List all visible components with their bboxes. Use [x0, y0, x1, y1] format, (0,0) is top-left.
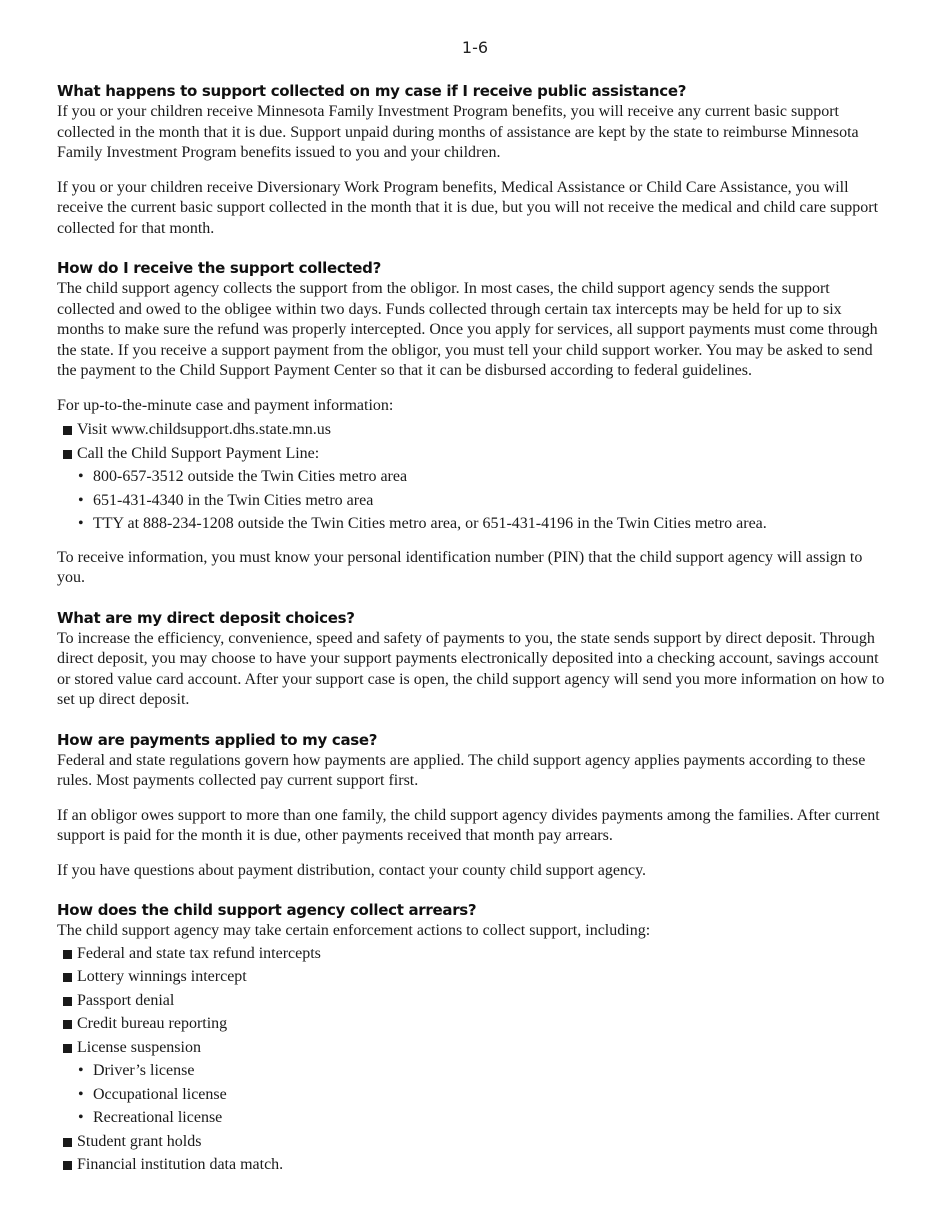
- paragraph: The child support agency may take certain enforcement actions to collect support, including:: [57, 922, 651, 939]
- paragraph: If you have questions about payment distribution, contact your county child support agency.: [57, 861, 647, 879]
- list-item: Financial institution data match.: [57, 1153, 887, 1177]
- section-payments-applied: [57, 729, 887, 882]
- list-item-phone: • 651-431-4340 in the Twin Cities metro area: [57, 489, 887, 513]
- enforcement-list: [57, 942, 887, 1177]
- list-item-payment-line: Call the Child Support Payment Line:: [57, 442, 887, 466]
- paragraph: If you or your children receive Diversionary Work Program benefits, Medical Assistance or Child Care Assistance, you will receive the current basic support collected in the month that it is due, but you will not receive the medical and child care support collected for that month.: [57, 178, 879, 237]
- paragraph: To increase the efficiency, convenience, speed and safety of payments to you, the state sends support by direct deposit. Through direct deposit, you may choose to have your support payments electronically deposited into a checking account, savings account or stored value card account. After your support case is open, the child support agency will send you more information on how to set up direct deposit.: [57, 629, 885, 708]
- list-item: Federal and state tax refund intercepts: [57, 942, 887, 966]
- paragraph: If an obligor owes support to more than one family, the child support agency divides payments among the families. After current support is paid for the month it is due, other payments received that month pay arrears.: [57, 806, 880, 844]
- list-item: Student grant holds: [57, 1130, 887, 1154]
- paragraph: Federal and state regulations govern how payments are applied. The child support agency applies payments according to these rules. Most payments collected pay current support first.: [57, 751, 866, 789]
- list-item-tty: • TTY at 888-234-1208 outside the Twin Cities metro area, or 651-431-4196 in the Twin Cities metro area.: [57, 512, 887, 536]
- section-heading: What are my direct deposit choices?: [57, 608, 355, 627]
- list-item: Lottery winnings intercept: [57, 965, 887, 989]
- paragraph: For up-to-the-minute case and payment information:: [57, 396, 394, 414]
- list-item-website[interactable]: Visit www.childsupport.dhs.state.mn.us: [57, 418, 887, 442]
- section-public-assistance: [57, 80, 887, 239]
- list-item-phone: • 800-657-3512 outside the Twin Cities metro area: [57, 465, 887, 489]
- list-item: Passport denial: [57, 989, 887, 1013]
- paragraph: To receive information, you must know your personal identification number (PIN) that the child support agency will assign to you.: [57, 548, 863, 586]
- section-heading: How do I receive the support collected?: [57, 259, 382, 277]
- list-subitem: • Driver’s license: [57, 1059, 887, 1083]
- document-body: [57, 80, 887, 1177]
- list-item: License suspension: [57, 1036, 887, 1060]
- section-heading: What happens to support collected on my case if I receive public assistance?: [57, 82, 687, 100]
- section-receive-support: [57, 257, 887, 589]
- paragraph: The child support agency collects the support from the obligor. In most cases, the child support agency sends the support collected and owed to the obligee within two days. Funds collected through certain tax intercepts may be held for up to six months to make sure the refund was properly intercepted. Once you apply for services, all support payments must come through the state. If you receive a support payment from the obligor, you must tell your child support worker. You may be asked to send the payment to the Child Support Payment Center so that it can be disbursed according to federal guidelines.: [57, 280, 878, 379]
- paragraph: If you or your children receive Minnesota Family Investment Program benefits, you will receive any current basic support collected in the month that it is due. Support unpaid during months of assistance are kept by the state to reimburse Minnesota Family Investment Program benefits issued to you and your children.: [57, 103, 859, 161]
- section-collect-arrears: [57, 899, 887, 1177]
- list-subitem: • Occupational license: [57, 1083, 887, 1107]
- list-item: Credit bureau reporting: [57, 1012, 887, 1036]
- section-heading: How does the child support agency collect arrears?: [57, 901, 477, 919]
- list-subitem: • Recreational license: [57, 1106, 887, 1130]
- section-heading: How are payments applied to my case?: [57, 730, 378, 749]
- info-list: [57, 418, 887, 536]
- section-direct-deposit: [57, 607, 887, 711]
- page-number: 1-6: [461, 38, 489, 57]
